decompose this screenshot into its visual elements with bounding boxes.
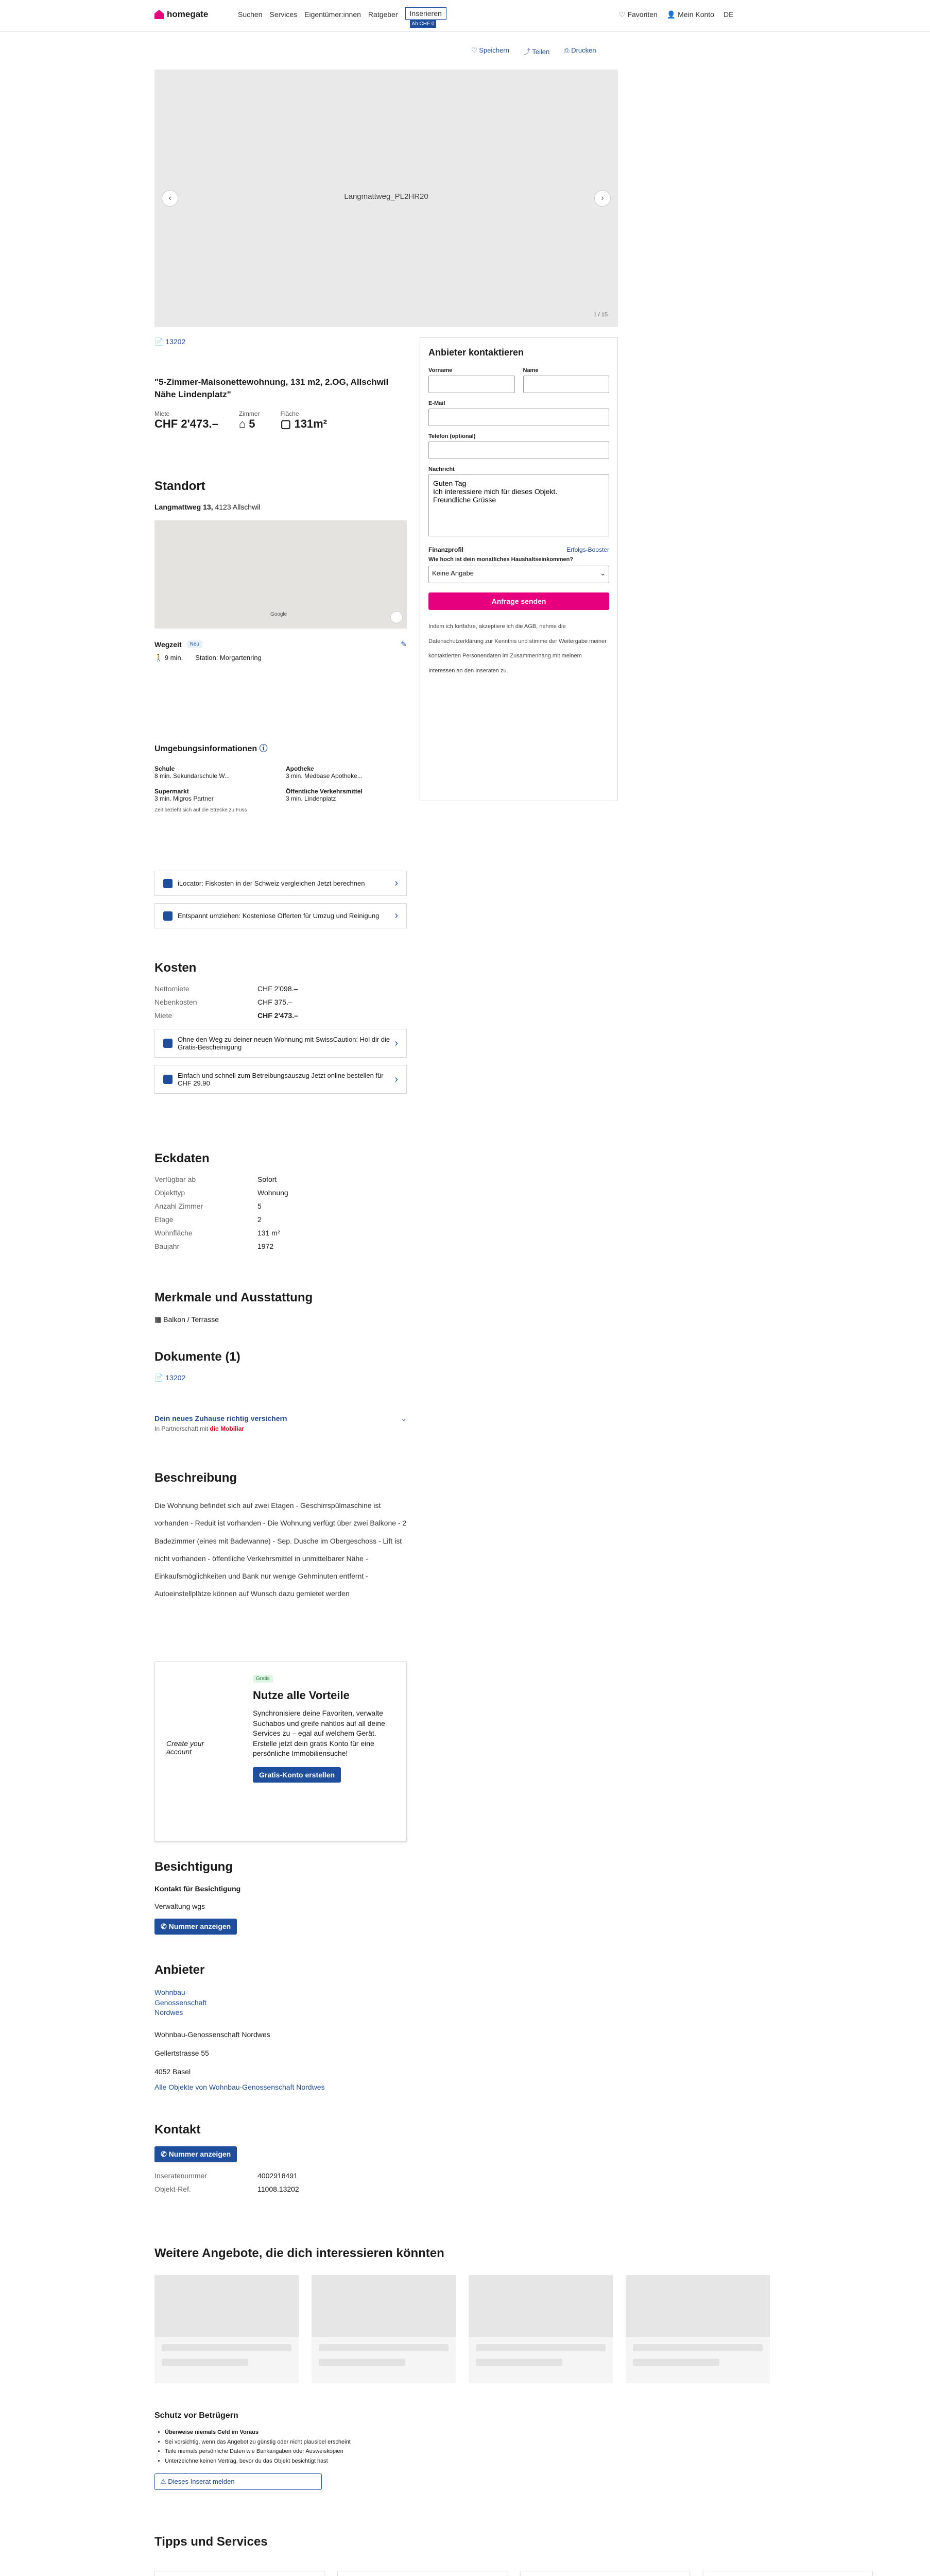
- location-heading: Standort: [154, 479, 205, 493]
- account-promo: [154, 1662, 407, 1842]
- fact-label: Etage: [154, 1215, 174, 1224]
- gallery-counter: 1 / 15: [593, 312, 608, 318]
- offer-card-skeleton[interactable]: [626, 2275, 770, 2383]
- price-value: CHF 2'473.–: [154, 417, 218, 430]
- fact-label: Objekttyp: [154, 1189, 185, 1197]
- route-time: 9 min.: [164, 654, 183, 662]
- rooms-icon: ⌂: [238, 417, 246, 430]
- viewing-contact: Verwaltung wgs: [154, 1902, 205, 1910]
- provider-name: Wohnbau-Genossenschaft Nordwes: [154, 2030, 270, 2039]
- favorites-label: Favoriten: [627, 10, 658, 19]
- insert-button[interactable]: [405, 7, 446, 27]
- account-link[interactable]: 👤 Mein Konto: [666, 10, 714, 19]
- costs-heading: Kosten: [154, 961, 197, 975]
- income-select-value: Keine Angabe: [432, 569, 474, 577]
- location-section: Standort Langmattweg 13, 4123 Allschwil Google Wegzeit Neu ✎ 🚶 9 min. Station: Morgartenring: [154, 479, 407, 662]
- env-item-title: Öffentliche Verkehrsmittel: [286, 788, 363, 795]
- betreibung-text: Einfach und schnell zum Betreibungsauszug Jetzt online bestellen für CHF 29.90: [178, 1072, 384, 1087]
- phone-field[interactable]: [428, 442, 609, 459]
- edit-route-icon[interactable]: ✎: [401, 640, 407, 648]
- share-label: Teilen: [532, 48, 550, 56]
- main-nav: [238, 9, 446, 27]
- feature-item: Balkon / Terrasse: [163, 1315, 219, 1324]
- facts-section: [154, 1151, 407, 1256]
- balcony-icon: ▦: [154, 1315, 162, 1324]
- report-listing-button[interactable]: ⚠ Dieses Inserat melden: [154, 2473, 322, 2490]
- contact-value: 11008.13202: [257, 2185, 299, 2193]
- last-name-label: Name: [523, 367, 539, 374]
- save-label: Speichern: [479, 46, 509, 54]
- listing-title: "5-Zimmer-Maisonettewohnung, 131 m2, 2.OG, Allschwil Nähe Lindenplatz": [154, 377, 389, 399]
- promo-badge: Gratis: [253, 1675, 273, 1683]
- chevron-right-icon: ›: [394, 877, 398, 889]
- offer-card-skeleton[interactable]: [154, 2275, 299, 2383]
- viewing-phone-label: Nummer anzeigen: [168, 1922, 231, 1930]
- provider-section: [154, 1963, 407, 2091]
- email-label: E-Mail: [428, 400, 445, 406]
- route-destination: Station: Morgartenring: [195, 654, 262, 662]
- map-google-label: Google: [270, 612, 287, 617]
- nav-search[interactable]: Suchen: [238, 10, 263, 19]
- tips-heading: Tipps und Services: [154, 2535, 268, 2549]
- create-account-button[interactable]: Gratis-Konto erstellen: [253, 1767, 341, 1783]
- provider-all-objects-link[interactable]: Alle Objekte von Wohnbau-Genossenschaft Nordwes: [154, 2082, 325, 2091]
- fact-label: Anzahl Zimmer: [154, 1202, 203, 1210]
- env-note: Zeit bezieht sich auf die Strecke zu Fuss: [154, 807, 247, 813]
- move-text: Entspannt umziehen: Kostenlose Offerten für Umzug und Reinigung: [178, 912, 380, 920]
- env-item-value: 3 min. Migros Partner: [154, 795, 214, 802]
- listing-summary: [154, 337, 407, 431]
- send-request-button[interactable]: Anfrage senden: [428, 592, 609, 610]
- mobiliar-logo: die Mobiliar: [210, 1425, 245, 1432]
- first-name-label: Vorname: [428, 367, 453, 374]
- success-booster-link[interactable]: Erfolgs-Booster: [566, 546, 609, 553]
- facts-heading: Eckdaten: [154, 1151, 210, 1165]
- costs-section: [154, 961, 407, 1101]
- caution-icon: [163, 1039, 173, 1048]
- info-icon[interactable]: ⓘ: [259, 744, 268, 753]
- fact-label: Baujahr: [154, 1242, 180, 1250]
- insurance-sub: In Partnerschaft mit: [154, 1425, 209, 1432]
- insert-label: Inserieren: [409, 9, 442, 18]
- nav-owners[interactable]: Eigentümer:innen: [304, 10, 361, 19]
- finance-profile-label: Finanzprofil: [428, 546, 463, 553]
- fraud-section: [154, 2411, 463, 2490]
- contact-form-heading: Anbieter kontaktieren: [428, 347, 524, 358]
- contact-label: Objekt-Ref.: [154, 2185, 191, 2193]
- price-label: Miete: [154, 410, 170, 417]
- documents-section: [154, 1350, 407, 1382]
- location-map[interactable]: [154, 520, 407, 629]
- fact-label: Verfügbar ab: [154, 1175, 196, 1183]
- caution-teaser[interactable]: [154, 1029, 407, 1058]
- features-heading: Merkmale und Ausstattung: [154, 1291, 313, 1304]
- header-actions: [619, 10, 733, 19]
- contact-phone-button[interactable]: ✆ Nummer anzeigen: [154, 2146, 237, 2162]
- cost-value: CHF 2'098.–: [257, 985, 298, 993]
- share-button[interactable]: ⤴ Teilen: [523, 48, 550, 56]
- env-item-value: 3 min. Lindenplatz: [286, 795, 336, 802]
- promo-text: Synchronisiere deine Favoriten, verwalte Suchabos und greife nahtlos auf all deine Services zu – egal auf welchem Gerät. Erstelle jetzt dein gratis Konto für eine persönliche Immobiliensuche!: [253, 1709, 385, 1758]
- message-label: Nachricht: [428, 466, 455, 472]
- viewing-section: [154, 1860, 407, 1935]
- description-heading: Beschreibung: [154, 1471, 237, 1485]
- account-label: Mein Konto: [678, 10, 714, 19]
- move-icon: [163, 911, 173, 921]
- promo-title: Nutze alle Vorteile: [253, 1689, 350, 1702]
- rooms-value: 5: [249, 417, 255, 430]
- top-header: [0, 0, 930, 32]
- phone-label: Telefon (optional): [428, 433, 476, 439]
- area-icon: ▢: [280, 417, 291, 430]
- env-item-title: Supermarkt: [154, 788, 189, 795]
- logo-text: homegate: [167, 9, 209, 19]
- features-section: [154, 1291, 407, 1324]
- provider-name-link[interactable]: Wohnbau-Genossenschaft Nordwes: [154, 1988, 207, 2017]
- save-button[interactable]: ♡ Speichern: [471, 46, 509, 54]
- fact-value: 5: [257, 1202, 262, 1210]
- fact-value: 131 m²: [257, 1229, 280, 1237]
- image-gallery[interactable]: [154, 70, 618, 327]
- contact-section: [154, 2123, 407, 2198]
- fraud-tip: • Sei vorsichtig, wenn das Angebot zu günstig oder nicht plausibel erscheint: [165, 2437, 463, 2447]
- chevron-right-icon: ›: [394, 1073, 398, 1085]
- contact-heading: Kontakt: [154, 2123, 201, 2137]
- contact-label: Inseratenummer: [154, 2172, 207, 2180]
- chevron-right-icon: ›: [394, 1037, 398, 1049]
- offer-card-skeleton[interactable]: [469, 2275, 613, 2383]
- route-label: Wegzeit: [154, 640, 182, 649]
- chevron-down-icon: ⌄: [401, 1414, 407, 1422]
- betreibung-teaser[interactable]: [154, 1065, 407, 1094]
- provider-city: 4052 Basel: [154, 2067, 191, 2076]
- env-item-title: Apotheke: [286, 765, 314, 772]
- locator-teaser[interactable]: [154, 871, 407, 896]
- nav-guide[interactable]: Ratgeber: [368, 10, 398, 19]
- nav-services[interactable]: Services: [269, 10, 298, 19]
- contact-form: [420, 337, 618, 801]
- description-section: [154, 1471, 407, 1603]
- document-link[interactable]: 📄 13202: [154, 337, 186, 346]
- route-new-badge: Neu: [187, 640, 202, 648]
- share-row: [471, 46, 596, 56]
- offer-card-skeleton[interactable]: [312, 2275, 456, 2383]
- gallery-prev-button[interactable]: ‹: [162, 190, 178, 207]
- viewing-phone-button[interactable]: ✆ Nummer anzeigen: [154, 1919, 237, 1935]
- gallery-next-button[interactable]: ›: [594, 190, 611, 207]
- document-link-label: 13202: [165, 337, 186, 346]
- fraud-tip: • Unterzeichne keinen Vertrag, bevor du das Objekt besichtigt hast: [165, 2456, 463, 2466]
- area-label: Fläche: [280, 410, 299, 417]
- chevron-down-icon: ⌄: [600, 569, 606, 577]
- env-item-value: 3 min. Medbase Apotheke...: [286, 772, 363, 779]
- caution-text: Ohne den Weg zu deiner neuen Wohnung mit SwissCaution: Hol dir die Gratis-Bescheinigung: [178, 1036, 390, 1051]
- chevron-right-icon: ›: [394, 910, 398, 921]
- map-fullscreen-icon[interactable]: [390, 611, 403, 623]
- print-label: Drucken: [571, 46, 596, 54]
- cost-label: Miete: [154, 1011, 173, 1020]
- more-offers-heading: Weitere Angebote, die dich interessieren könnten: [154, 2246, 444, 2260]
- move-teaser[interactable]: [154, 903, 407, 928]
- promo-left-text: Create your account: [166, 1739, 204, 1756]
- betreibung-icon: [163, 1075, 173, 1084]
- homegate-logo-icon: [154, 10, 164, 19]
- tip-card-caution[interactable]: [520, 2571, 690, 2576]
- area-value: 131m²: [294, 417, 328, 430]
- tip-card-moving[interactable]: [154, 2571, 324, 2576]
- env-item-title: Schule: [154, 765, 175, 772]
- fraud-tip: • Teile niemals persönliche Daten wie Bankangaben oder Ausweiskopien: [165, 2447, 463, 2456]
- fraud-tip: • Überweise niemals Geld im Voraus: [165, 2428, 463, 2437]
- fact-value: Sofort: [257, 1175, 277, 1183]
- fact-value: 1972: [257, 1242, 274, 1250]
- print-button[interactable]: ⎙ Drucken: [564, 46, 596, 54]
- language-select[interactable]: DE: [723, 10, 734, 19]
- report-label: Dieses Inserat melden: [168, 2477, 235, 2485]
- key-facts: [154, 410, 407, 431]
- description-text: Die Wohnung befindet sich auf zwei Etagen - Geschirrspülmaschine ist vorhanden - Reduit ist vorhanden - Die Wohnung verfügt über zwei Balkone - 2 Badezimmer (eines mit Badewanne) - Sep. Dusche im Obergeschoss - Lift ist nicht vorhanden - öffentliche Verkehrsmittel in unmittelbarer Nähe - Einkaufsmöglichkeiten und Bank nur wenige Gehminuten entfernt - Autoeinstellplätze können auf Wunsch dazu gemietet werden: [154, 1501, 407, 1598]
- provider-street: Gellertstrasse 55: [154, 2048, 209, 2057]
- contact-phone-label: Nummer anzeigen: [168, 2150, 231, 2158]
- contact-value: 4002918491: [257, 2172, 298, 2180]
- provider-heading: Anbieter: [154, 1963, 205, 1977]
- env-item-value: 8 min. Sekundarschule W...: [154, 772, 230, 779]
- fact-value: Wohnung: [257, 1189, 288, 1197]
- first-name-field[interactable]: [428, 376, 515, 393]
- environment-section: [154, 742, 407, 813]
- income-question: Wie hoch ist dein monatliches Haushaltseinkommen?: [428, 556, 574, 563]
- teasers-top: [154, 871, 407, 936]
- fact-label: Wohnfläche: [154, 1229, 193, 1237]
- tip-card-betreibung[interactable]: [337, 2571, 507, 2576]
- gallery-caption: Langmattweg_PL2HR20: [344, 192, 428, 201]
- insert-badge: Ab CHF 0: [410, 20, 437, 28]
- viewing-heading: Besichtigung: [154, 1860, 233, 1874]
- locator-icon: [163, 879, 173, 888]
- cost-label: Nebenkosten: [154, 998, 197, 1006]
- income-select[interactable]: [428, 566, 609, 583]
- document-item[interactable]: 📄 13202: [154, 1374, 186, 1382]
- legal-text: Indem ich fortfahre, akzeptiere ich die AGB, nehme die Datenschutzerklärung zur Kenntnis und stimme der Weitergabe meiner kontaktierten Personendaten im Zusammenhang mit meinem Interessen an den Inseraten zu.: [428, 623, 607, 674]
- fraud-heading: Schutz vor Betrügern: [154, 2411, 238, 2420]
- email-field[interactable]: [428, 409, 609, 426]
- favorites-link[interactable]: ♡ Favoriten: [619, 10, 658, 19]
- viewing-sub: Kontakt für Besichtigung: [154, 1885, 241, 1893]
- location-city: 4123 Allschwil: [215, 503, 261, 511]
- cost-label: Nettomiete: [154, 985, 190, 993]
- tip-card-locator[interactable]: [703, 2571, 873, 2576]
- location-street: Langmattweg 13,: [154, 503, 213, 511]
- last-name-field[interactable]: [523, 376, 610, 393]
- message-field[interactable]: [428, 474, 609, 536]
- insurance-title: Dein neues Zuhause richtig versichern: [154, 1414, 287, 1422]
- documents-heading: Dokumente (1): [154, 1350, 240, 1364]
- cost-value: CHF 2'473.–: [257, 1011, 298, 1020]
- insurance-teaser[interactable]: [154, 1414, 407, 1432]
- rooms-label: Zimmer: [238, 410, 260, 417]
- locator-text: iLocator: Fiskosten in der Schweiz vergleichen Jetzt berechnen: [178, 879, 365, 887]
- fact-value: 2: [257, 1215, 262, 1224]
- homegate-logo[interactable]: [154, 9, 208, 20]
- document-item-label: 13202: [165, 1374, 186, 1382]
- env-heading: Umgebungsinformationen: [154, 744, 257, 753]
- cost-value: CHF 375.–: [257, 998, 292, 1006]
